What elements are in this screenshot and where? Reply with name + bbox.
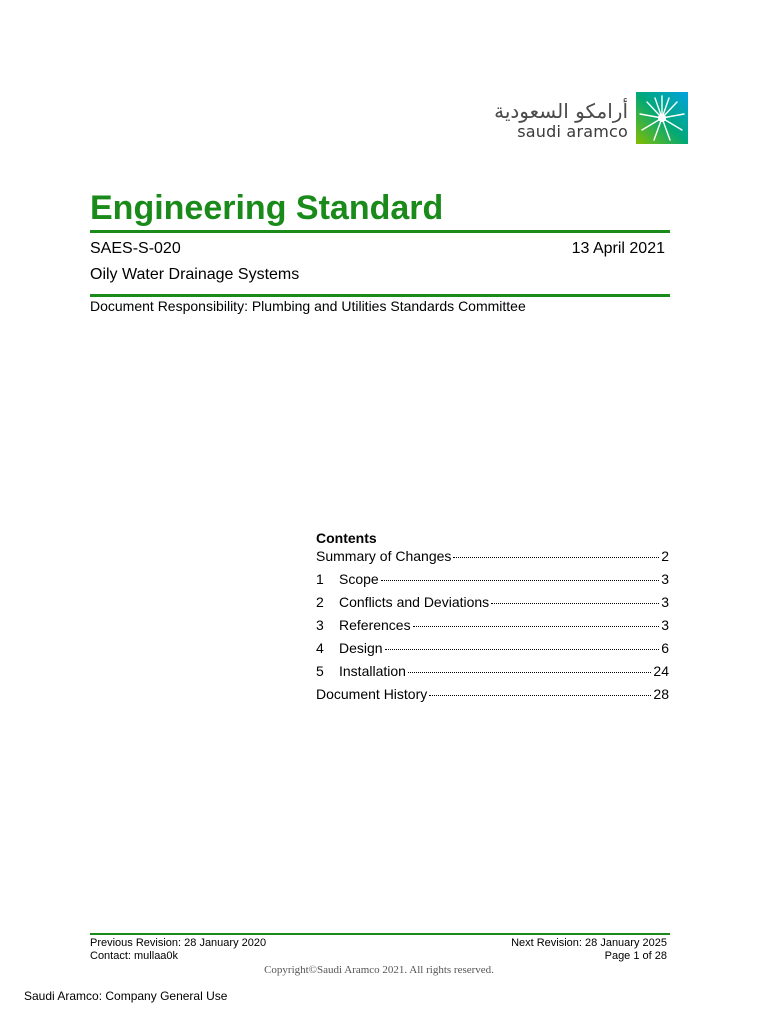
toc-entry-label: Document History [316,686,428,702]
toc-entry-page: 3 [661,617,669,633]
header-divider [90,294,670,297]
toc-entry-references[interactable] [316,617,669,640]
title-divider [90,230,670,233]
toc-entry-number: 3 [316,617,324,633]
contents-heading: Contents [316,530,377,546]
logo-english-text: saudi aramco [517,122,628,141]
document-id: SAES-S-020 [90,240,181,257]
toc-entry-label: Installation [339,663,406,679]
toc-entry-page: 28 [653,686,669,702]
classification-label: Saudi Aramco: Company General Use [24,989,228,1003]
next-revision: Next Revision: 28 January 2025 [511,937,667,949]
toc-entry-page: 6 [661,640,669,656]
contact: Contact: mullaa0k [90,950,179,962]
toc-entry-label: Conflicts and Deviations [339,594,490,610]
page-number: Page 1 of 28 [604,950,667,962]
document-date: 13 April 2021 [571,240,665,257]
toc-leader [453,557,659,558]
toc-entry-label: Scope [339,571,379,587]
copyright-notice: Copyright©Saudi Aramco 2021. All rights reserved. [264,964,494,976]
toc-entry-scope[interactable] [316,571,669,594]
toc-entry-page: 3 [661,571,669,587]
document-responsibility: Document Responsibility: Plumbing and Utilities Standards Committee [90,298,526,314]
toc-entry-number: 5 [316,663,324,679]
toc-leader [491,603,659,604]
toc-entry-installation[interactable] [316,663,669,686]
toc-entry-design[interactable] [316,640,669,663]
document-title: Oily Water Drainage Systems [90,266,300,283]
saudi-aramco-logo [494,92,688,146]
page-title: Engineering Standard [90,189,444,227]
toc-leader [385,649,660,650]
toc-leader [429,695,651,696]
toc-entry-label: Summary of Changes [316,548,452,564]
aramco-star-icon [636,92,688,144]
toc-entry-document-history[interactable] [316,686,669,709]
toc-entry-page: 2 [661,548,669,564]
table-of-contents [316,530,669,709]
toc-entry-page: 3 [661,594,669,610]
toc-leader [413,626,660,627]
toc-entry-conflicts-and-deviations[interactable] [316,594,669,617]
toc-entry-number: 1 [316,571,324,587]
toc-leader [408,672,651,673]
toc-entry-label: Design [339,640,383,656]
toc-entry-page: 24 [653,663,669,679]
toc-entry-label: References [339,617,411,633]
toc-entry-summary-of-changes[interactable] [316,548,669,571]
previous-revision: Previous Revision: 28 January 2020 [90,937,267,949]
logo-arabic-text: أرامكو السعودية [494,99,628,123]
footer-divider [90,933,670,935]
toc-leader [381,580,660,581]
toc-entry-number: 4 [316,640,324,656]
toc-entry-number: 2 [316,594,324,610]
